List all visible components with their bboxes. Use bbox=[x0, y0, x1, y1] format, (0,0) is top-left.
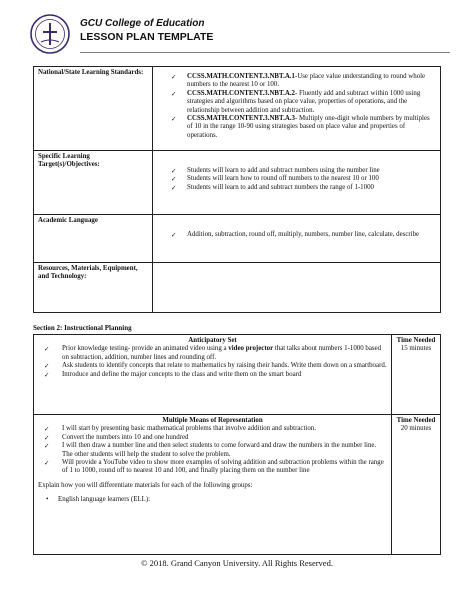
standards-content bbox=[153, 67, 441, 151]
representation-heading: Multiple Means of Representation bbox=[162, 417, 263, 424]
anticipatory-set-heading: Anticipatory Set bbox=[188, 337, 237, 344]
academic-language-row bbox=[34, 215, 441, 263]
academic-language-content bbox=[153, 215, 441, 263]
differentiation-prompt: Explain how you will differentiate materials for each of the following groups: bbox=[38, 481, 253, 489]
checkmark-icon: ✓ bbox=[171, 73, 177, 81]
checkmark-icon: ✓ bbox=[44, 362, 50, 371]
anticipatory-item: ✓ Introduce and define the major concepts to the class and write them on the smart board bbox=[44, 370, 302, 379]
representation-item: ✓ I will start by presenting basic mathematical problems that involve addition and subtraction. bbox=[44, 425, 316, 434]
checkmark-icon: ✓ bbox=[44, 442, 50, 451]
checkmark-icon: ✓ bbox=[44, 433, 50, 442]
anticipatory-item: ✓ Ask students to identify concepts that relate to mathematics by raising their hands. Write them down on a smartboard. bbox=[44, 362, 387, 371]
checkmark-icon: ✓ bbox=[44, 370, 50, 379]
copyright-footer: © 2018. Grand Canyon University. All Rights Reserved. bbox=[141, 558, 333, 568]
standard-item: ✓ CCSS.MATH.CONTENT.3.NBT.A.3- Multiply one-digit whole numbers by multiples of 10 in the range 10-90 using strategies based on place value and properties of operations. bbox=[171, 115, 430, 139]
objectives-label: Specific Learning Target(s)/Objectives: bbox=[34, 151, 153, 215]
checkmark-icon: ✓ bbox=[44, 345, 50, 354]
time-needed-value: 15 minutes bbox=[400, 345, 432, 353]
objectives-content bbox=[153, 151, 441, 215]
standard-item: ✓ CCSS.MATH.CONTENT.3.NBT.A.2- Fluently add and subtract within 1000 using strategies and algorithms based on place value, properties of operations, and the relationship between addition and subtraction. bbox=[171, 89, 421, 114]
standards-label: National/State Learning Standards: bbox=[34, 67, 153, 151]
checkmark-icon: ✓ bbox=[171, 231, 177, 239]
bullet-icon: • bbox=[46, 496, 49, 504]
objective-item: ✓ Students will learn to add and subtract numbers using the number line bbox=[171, 167, 380, 175]
resources-content bbox=[153, 263, 441, 313]
lesson-info-table bbox=[33, 66, 441, 313]
time-needed-value: 20 minutes bbox=[400, 425, 432, 433]
resources-label: Resources, Materials, Equipment, and Technology: bbox=[34, 263, 153, 313]
instructional-planning-table bbox=[33, 334, 441, 555]
objective-item: ✓ Students will learn how to round off numbers to the nearest 10 or 100 bbox=[171, 175, 379, 184]
representation-item: ✓ I will then draw a number line and then select students to come forward and draw the numbers in the number line. The other students will help the student to solve the problem. bbox=[44, 442, 377, 458]
standard-item: ✓ CCSS.MATH.CONTENT.3.NBT.A.1-Use place value understanding to round whole numbers to the nearest 10 or 100. bbox=[171, 73, 426, 89]
objective-item: ✓ Students will learn to add and subtract numbers the range of 1-1000 bbox=[171, 183, 374, 192]
checkmark-icon: ✓ bbox=[171, 89, 177, 98]
representation-item: ✓ Will provide a YouTube video to show more examples of solving addition and subtraction problems within the range of 1 to 1000, round off to nearest 10 and 100, and finally placing them on the number line bbox=[44, 459, 384, 475]
checkmark-icon: ✓ bbox=[44, 425, 50, 434]
time-needed-label: Time Needed bbox=[396, 417, 436, 424]
representation-row bbox=[34, 415, 441, 555]
checkmark-icon: ✓ bbox=[171, 167, 177, 175]
anticipatory-time-cell bbox=[392, 335, 441, 415]
header-divider bbox=[80, 52, 450, 53]
college-name: GCU College of Education bbox=[80, 18, 205, 29]
checkmark-icon: ✓ bbox=[171, 175, 177, 184]
gcu-seal-logo bbox=[30, 14, 70, 54]
anticipatory-set-row bbox=[34, 335, 441, 415]
anticipatory-set-content bbox=[34, 335, 392, 415]
checkmark-icon: ✓ bbox=[171, 183, 177, 192]
anticipatory-item: ✓ Prior knowledge testing- provide an animated video using a video projector that talks about numbers 1-1000 based on subtraction, addition, number lines and rounding off. bbox=[44, 345, 382, 361]
resources-row bbox=[34, 263, 441, 313]
time-needed-label: Time Needed bbox=[396, 337, 436, 344]
academic-language-item: ✓ Addition, subtraction, round off, multiply, numbers, number line, calculate, describe bbox=[171, 231, 420, 239]
document-header bbox=[30, 14, 450, 56]
checkmark-icon: ✓ bbox=[44, 459, 50, 468]
checkmark-icon: ✓ bbox=[171, 115, 177, 124]
objectives-row bbox=[34, 151, 441, 215]
representation-content bbox=[34, 415, 392, 555]
academic-language-label: Academic Language bbox=[34, 215, 153, 263]
standards-row bbox=[34, 67, 441, 151]
section-2-title: Section 2: Instructional Planning bbox=[33, 324, 132, 332]
representation-item: ✓ Convert the numbers into 10 and one hundred bbox=[44, 433, 189, 442]
ell-item: • English language learners (ELL): bbox=[46, 496, 151, 504]
representation-time-cell bbox=[392, 415, 441, 555]
document-title: LESSON PLAN TEMPLATE bbox=[80, 31, 214, 43]
